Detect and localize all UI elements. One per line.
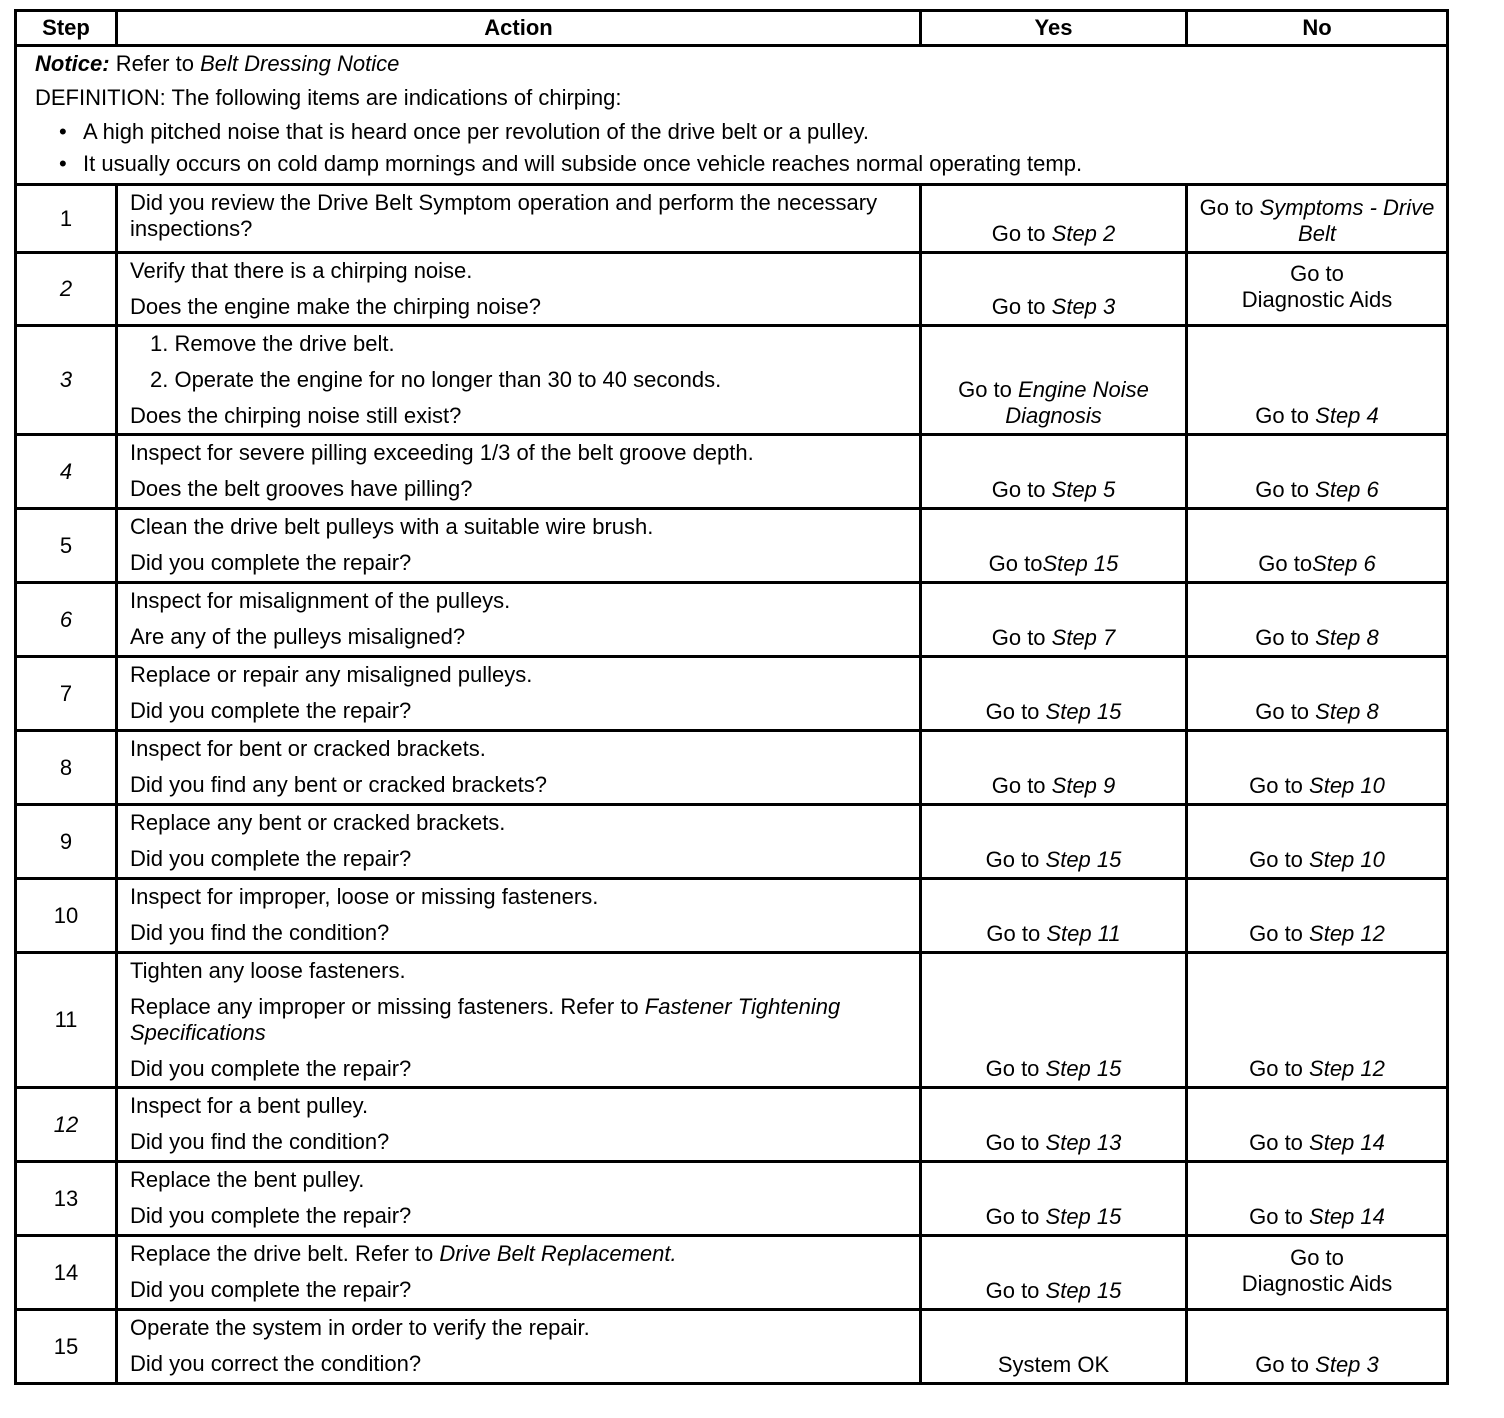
step-reference[interactable]: Step 14	[1309, 1130, 1385, 1155]
step-reference[interactable]: Step 2	[1051, 221, 1116, 246]
step-number: 14	[16, 1236, 117, 1310]
action-line: Replace the bent pulley.	[130, 1167, 365, 1192]
action-line: Did you correct the condition?	[130, 1351, 422, 1376]
table-row	[16, 657, 1448, 731]
action-line: Did you find the condition?	[130, 920, 390, 945]
action-line: Did you complete the repair?	[130, 1277, 412, 1302]
action-line: Inspect for a bent pulley.	[130, 1093, 369, 1118]
action-cell	[117, 879, 921, 953]
action-cell	[117, 1236, 921, 1310]
action-cell	[117, 509, 921, 583]
action-cell	[117, 326, 921, 435]
no-result[interactable]: Go to Step 10	[1187, 805, 1448, 879]
action-line: Are any of the pulleys misaligned?	[130, 624, 466, 649]
step-reference[interactable]: Step 10	[1309, 773, 1385, 798]
action-cell	[117, 953, 921, 1088]
action-line: Replace the drive belt. Refer to Drive Belt Replacement.	[130, 1241, 677, 1266]
yes-result[interactable]: Go to Step 3	[921, 253, 1187, 326]
yes-result[interactable]: Go to Step 2	[921, 185, 1187, 253]
step-reference[interactable]: Step 14	[1309, 1204, 1385, 1229]
step-reference[interactable]: Step 7	[1051, 625, 1116, 650]
step-reference[interactable]: Engine Noise Diagnosis	[1005, 377, 1149, 428]
step-reference[interactable]: Step 11	[1046, 921, 1121, 946]
notice-line	[35, 51, 1430, 77]
diagnostic-table	[14, 9, 1449, 1385]
step-reference[interactable]: Step 12	[1309, 921, 1385, 946]
yes-result[interactable]: Go to Step 5	[921, 435, 1187, 509]
table-row	[16, 1162, 1448, 1236]
step-reference[interactable]: Step 5	[1051, 477, 1116, 502]
action-line: Did you complete the repair?	[130, 698, 412, 723]
header-step: Step	[16, 11, 117, 46]
step-reference[interactable]: Step 4	[1315, 403, 1379, 428]
header-yes: Yes	[921, 11, 1187, 46]
table-row	[16, 731, 1448, 805]
table-row	[16, 1310, 1448, 1384]
no-result[interactable]: Go to Step 12	[1187, 879, 1448, 953]
header-action: Action	[117, 11, 921, 46]
action-cell	[117, 1310, 921, 1384]
definition-item: • A high pitched noise that is heard once per revolution of the drive belt or a pulley.	[59, 119, 869, 144]
step-number: 15	[16, 1310, 117, 1384]
action-line: Did you complete the repair?	[130, 1056, 412, 1081]
action-line: Did you find the condition?	[130, 1129, 390, 1154]
action-line: 2. Operate the engine for no longer than 30 to 40 seconds.	[150, 367, 722, 392]
action-line: Did you complete the repair?	[130, 550, 412, 575]
table-row	[16, 185, 1448, 253]
yes-result[interactable]: Go to Step 15	[921, 1162, 1187, 1236]
step-reference[interactable]: Step 13	[1045, 1130, 1122, 1155]
step-number: 8	[16, 731, 117, 805]
action-line: Replace any improper or missing fasteners. Refer to Fastener Tightening Specifications	[130, 994, 841, 1045]
yes-result[interactable]: Go to Step 11	[921, 879, 1187, 953]
step-reference[interactable]: Symptoms - Drive Belt	[1259, 195, 1435, 246]
step-reference[interactable]: Step 8	[1315, 625, 1379, 650]
step-number: 13	[16, 1162, 117, 1236]
yes-result[interactable]: Go to Step 9	[921, 731, 1187, 805]
action-cell	[117, 185, 921, 253]
step-number: 3	[16, 326, 117, 435]
action-cell	[117, 253, 921, 326]
no-result[interactable]: Go to Diagnostic Aids	[1187, 1236, 1448, 1310]
definition-item: • It usually occurs on cold damp mornings and will subside once vehicle reaches normal operating temp.	[59, 151, 1083, 176]
step-number: 11	[16, 953, 117, 1088]
no-result[interactable]: Go to Step 4	[1187, 326, 1448, 435]
yes-result[interactable]: Go toStep 15	[921, 509, 1187, 583]
no-result[interactable]: Go to Step 14	[1187, 1088, 1448, 1162]
action-line: Inspect for misalignment of the pulleys.	[130, 588, 511, 613]
action-reference-link[interactable]: Fastener Tightening Specifications	[130, 994, 841, 1045]
step-number: 9	[16, 805, 117, 879]
yes-result[interactable]: Go to Step 7	[921, 583, 1187, 657]
table-row	[16, 953, 1448, 1088]
yes-result[interactable]: Go to Step 15	[921, 805, 1187, 879]
step-reference[interactable]: Step 15	[1045, 1056, 1122, 1081]
header-row	[16, 11, 1448, 46]
step-reference[interactable]: Step 15	[1045, 1278, 1122, 1303]
action-line: Did you find any bent or cracked brackets?	[130, 772, 548, 797]
action-line: Inspect for severe pilling exceeding 1/3 of the belt groove depth.	[130, 440, 754, 465]
yes-result[interactable]: Go to Engine Noise Diagnosis	[921, 326, 1187, 435]
action-line: Verify that there is a chirping noise.	[130, 258, 473, 283]
action-line: Did you complete the repair?	[130, 846, 412, 871]
table-row	[16, 435, 1448, 509]
action-line: Inspect for improper, loose or missing fasteners.	[130, 884, 599, 909]
step-reference[interactable]: Step 6	[1312, 551, 1376, 576]
action-line: Did you review the Drive Belt Symptom operation and perform the necessary inspections?	[130, 190, 878, 241]
step-number: 6	[16, 583, 117, 657]
yes-result[interactable]: Go to Step 13	[921, 1088, 1187, 1162]
no-result[interactable]: Go to Step 8	[1187, 583, 1448, 657]
table-row	[16, 1088, 1448, 1162]
action-line: Clean the drive belt pulleys with a suitable wire brush.	[130, 514, 654, 539]
step-number: 10	[16, 879, 117, 953]
action-cell	[117, 435, 921, 509]
action-cell	[117, 731, 921, 805]
step-reference[interactable]: Step 9	[1051, 773, 1116, 798]
step-reference[interactable]: Step 10	[1309, 847, 1385, 872]
action-line: Operate the system in order to verify the repair.	[130, 1315, 590, 1340]
step-reference[interactable]: Step 15	[1042, 551, 1119, 576]
step-number: 4	[16, 435, 117, 509]
no-result[interactable]: Go to Step 14	[1187, 1162, 1448, 1236]
action-cell	[117, 805, 921, 879]
action-line: Inspect for bent or cracked brackets.	[130, 736, 486, 761]
notice-refer: Refer to	[115, 51, 194, 76]
action-line: Replace any bent or cracked brackets.	[130, 810, 506, 835]
step-number: 12	[16, 1088, 117, 1162]
step-number: 2	[16, 253, 117, 326]
action-cell	[117, 1162, 921, 1236]
step-reference[interactable]: Step 15	[1045, 699, 1122, 724]
notice-cell	[16, 46, 1448, 185]
action-cell	[117, 583, 921, 657]
table-row	[16, 509, 1448, 583]
table-row	[16, 805, 1448, 879]
action-line: Does the chirping noise still exist?	[130, 403, 462, 428]
table-row	[16, 326, 1448, 435]
action-line: Does the engine make the chirping noise?	[130, 294, 541, 319]
notice-label: Notice:	[35, 51, 110, 76]
action-line: Replace or repair any misaligned pulleys.	[130, 662, 533, 687]
no-result[interactable]: Go to Symptoms - Drive Belt	[1187, 185, 1448, 253]
step-reference[interactable]: Step 3	[1051, 294, 1116, 319]
step-number: 1	[16, 185, 117, 253]
step-reference[interactable]: Step 15	[1045, 1204, 1122, 1229]
action-reference-link[interactable]: Drive Belt Replacement.	[439, 1241, 677, 1266]
no-result[interactable]: Go to Diagnostic Aids	[1187, 253, 1448, 326]
step-number: 7	[16, 657, 117, 731]
table-row	[16, 583, 1448, 657]
step-reference[interactable]: Step 6	[1315, 477, 1379, 502]
no-result[interactable]: Go to Step 10	[1187, 731, 1448, 805]
yes-result[interactable]: Go to Step 15	[921, 657, 1187, 731]
no-result[interactable]: Go to Step 8	[1187, 657, 1448, 731]
table-row	[16, 253, 1448, 326]
definition-list	[35, 119, 1430, 177]
no-result[interactable]: Go to Step 3	[1187, 1310, 1448, 1384]
no-result[interactable]: Go to Step 12	[1187, 953, 1448, 1088]
action-line: 1. Remove the drive belt.	[150, 331, 395, 356]
step-reference[interactable]: Step 15	[1045, 847, 1122, 872]
step-number: 5	[16, 509, 117, 583]
header-no: No	[1187, 11, 1448, 46]
no-result[interactable]: Go toStep 6	[1187, 509, 1448, 583]
table-row	[16, 1236, 1448, 1310]
step-reference[interactable]: Step 12	[1309, 1056, 1385, 1081]
definition-text: DEFINITION: The following items are indications of chirping:	[35, 85, 622, 110]
action-line: Does the belt grooves have pilling?	[130, 476, 473, 501]
action-cell	[117, 657, 921, 731]
action-line: Tighten any loose fasteners.	[130, 958, 406, 983]
yes-result[interactable]: Go to Step 15	[921, 953, 1187, 1088]
yes-result[interactable]: System OK	[921, 1310, 1187, 1384]
action-line: Did you complete the repair?	[130, 1203, 412, 1228]
notice-ref-link[interactable]: Belt Dressing Notice	[200, 51, 400, 76]
no-result[interactable]: Go to Step 6	[1187, 435, 1448, 509]
yes-result[interactable]: Go to Step 15	[921, 1236, 1187, 1310]
step-reference[interactable]: Step 8	[1315, 699, 1379, 724]
notice-row	[16, 46, 1448, 185]
step-reference[interactable]: Step 3	[1315, 1352, 1379, 1377]
table-row	[16, 879, 1448, 953]
action-cell	[117, 1088, 921, 1162]
